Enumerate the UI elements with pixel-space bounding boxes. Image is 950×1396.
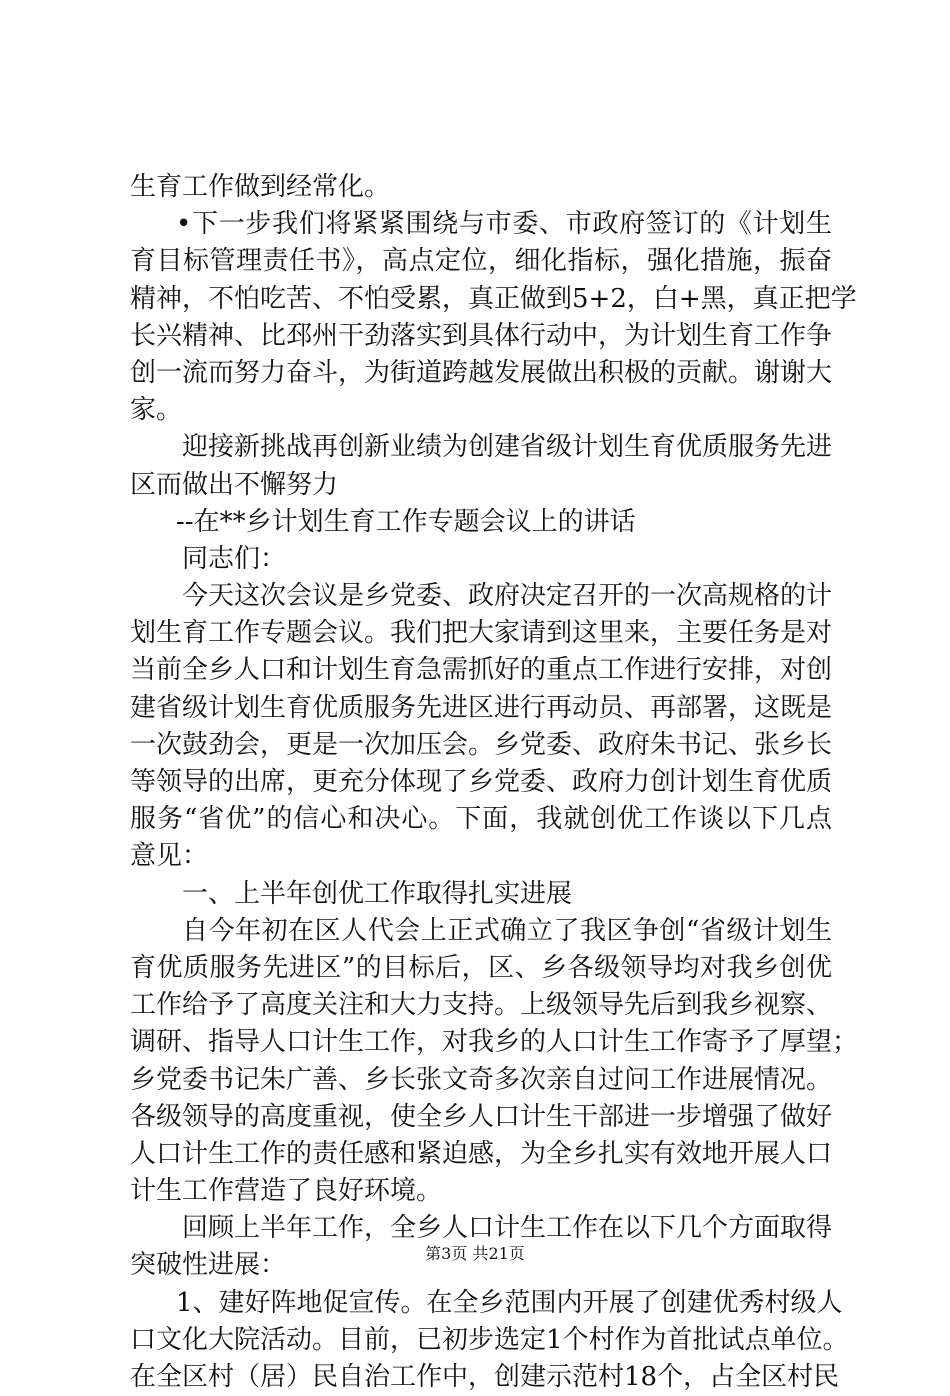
body-line: 建省级计划生育优质服务先进区进行再动员、再部署，这既是 — [130, 692, 833, 723]
body-line: 划生育工作专题会议。我们把大家请到这里来，主要任务是对 — [130, 618, 833, 649]
body-line: 一次鼓劲会，更是一次加压会。乡党委、政府朱书记、张乡长 — [130, 729, 833, 760]
body-line: 口文化大院活动。目前，已初步选定1个村作为首批试点单位。 — [130, 1324, 849, 1355]
body-line: 突破性进展： — [130, 1250, 287, 1281]
page-footer: 第3页 共21页 — [425, 1244, 525, 1263]
body-line: 乡党委书记朱广善、乡长张文奇多次亲自过问工作进展情况。 — [130, 1064, 833, 1095]
body-line: 服务“省优”的信心和决心。下面，我就创优工作谈以下几点 — [130, 804, 832, 835]
body-line: 一、上半年创优工作取得扎实进展 — [182, 878, 573, 909]
body-line: 今天这次会议是乡党委、政府决定召开的一次高规格的计 — [182, 581, 833, 612]
body-line: 迎接新挑战再创新业绩为创建省级计划生育优质服务先进 — [182, 432, 833, 463]
body-line: 在全区村（居）民自治工作中，创建示范村18个，占全区村民 — [130, 1362, 840, 1392]
body-line: 家。 — [130, 395, 183, 426]
body-line: 当前全乡人口和计划生育急需抓好的重点工作进行安排，对创 — [130, 655, 833, 686]
body-line: 各级领导的高度重视，使全乡人口计生干部进一步增强了做好 — [130, 1101, 833, 1132]
body-line: 回顾上半年工作，全乡人口计生工作在以下几个方面取得 — [182, 1213, 833, 1244]
document-body — [130, 169, 859, 1396]
body-line: 精神，不怕吃苦、不怕受累，真正做到5+2，白+黑，真正把学 — [130, 283, 857, 314]
body-line: 区而做出不懈努力 — [130, 469, 339, 500]
body-line: 生育工作做到经常化。 — [130, 172, 391, 202]
body-line: 1、建好阵地促宣传。在全乡范围内开展了创建优秀村级人 — [176, 1287, 843, 1318]
body-line: 同志们： — [182, 543, 287, 574]
body-line: 创一流而努力奋斗，为街道跨越发展做出积极的贡献。谢谢大 — [130, 357, 833, 388]
body-line: 等领导的出席，更充分体现了乡党委、政府力创计划生育优质 — [130, 767, 833, 797]
body-line: 育目标管理责任书》，高点定位，细化指标，强化措施，振奋 — [130, 246, 832, 277]
body-line: 计生工作营造了良好环境。 — [130, 1176, 443, 1207]
body-line: 自今年初在区人代会上正式确立了我区争创“省级计划生 — [182, 915, 832, 946]
body-line: 意见： — [130, 841, 209, 872]
body-line: 人口计生工作的责任感和紧迫感，为全乡扎实有效地开展人口 — [130, 1138, 833, 1169]
body-line: •下一步我们将紧紧围绕与市委、市政府签订的《计划生 — [176, 209, 832, 240]
body-line: 长兴精神、比邳州干劲落实到具体行动中，为计划生育工作争 — [130, 320, 833, 351]
body-line: 工作给予了高度关注和大力支持。上级领导先后到我乡视察、 — [130, 990, 833, 1021]
body-line: 调研、指导人口计生工作，对我乡的人口计生工作寄予了厚望； — [130, 1027, 859, 1058]
body-line: --在**乡计划生育工作专题会议上的讲话 — [176, 506, 636, 537]
body-line: 育优质服务先进区”的目标后，区、乡各级领导均对我乡创优 — [130, 952, 832, 983]
